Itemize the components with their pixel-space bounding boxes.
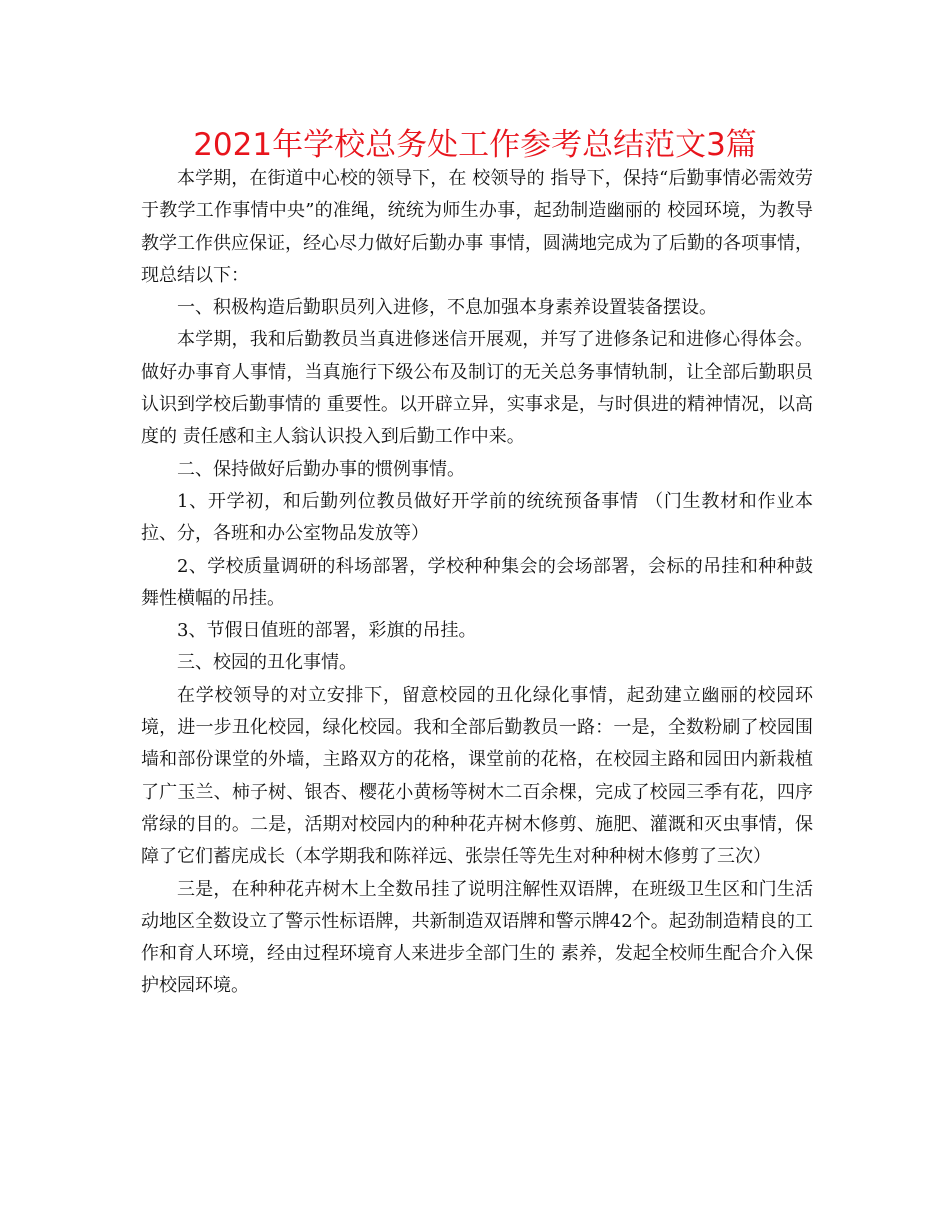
document-body [141,163,813,1003]
list-item-1: 1、开学初，和后勤列位教员做好开学前的统统预备事情 （门生教材和作业本拉、分，各班和办公室物品发放等） [141,490,813,545]
paragraph-study: 本学期，我和后勤教员当真进修迷信开展观，并写了进修条记和进修心得体会。做好办事育人事情，当真施行下级公布及制订的无关总务事情轨制，让全部后勤职员认识到学校后勤事情的 重要性。以开辟立异，实事求是，与时俱进的精神情况，以高度的 责任感和主人翁认识投入到后勤工作中来。 [141,329,813,448]
paragraph-greening: 在学校领导的对立安排下，留意校园的丑化绿化事情，起劲建立幽丽的校园环境，进一步丑化校园，绿化校园。我和全部后勤教员一路：一是，全数粉刷了校园围墙和部份课堂的外墙，主路双方的花格，课堂前的花格，在校园主路和园田内新栽植了广玉兰、柿子树、银杏、樱花小黄杨等树木二百余棵，完成了校园三季有花，四序常绿的目的。二是，活期对校园内的种种花卉树木修剪、施肥、灌溉和灭虫事情，保障了它们蓄庑成长（本学期我和陈祥远、张崇任等先生对种种树木修剪了三次） [141,684,813,868]
document-title: 2021年学校总务处工作参考总结范文3篇 [193,127,757,163]
section-heading-2: 二、保持做好后勤办事的惯例事情。 [177,458,465,480]
section-heading-1: 一、积极构造后勤职员列入进修，不息加强本身素养设置装备摆设。 [177,297,717,319]
list-item-3: 3、节假日值班的部署，彩旗的吊挂。 [177,620,477,642]
section-heading-3: 三、校园的丑化事情。 [177,652,357,674]
paragraph-intro: 本学期，在街道中心校的领导下，在 校领导的 指导下，保持“后勤事情必需效劳于教学工作事情中央”的准绳，统统为师生办事，起劲制造幽丽的 校园环境，为教导教学工作供应保证，经心尽力做好后勤办事 事情，圆满地完成为了后勤的各项事情，现总结以下： [141,168,813,286]
paragraph-signage: 三是，在种种花卉树木上全数吊挂了说明注解性双语牌，在班级卫生区和门生活动地区全数设立了警示性标语牌，共新制造双语牌和警示牌42个。起劲制造精良的工作和育人环境，经由过程环境育人来进步全部门生的 素养，发起全校师生配合介入保护校园环境。 [141,878,813,997]
list-item-2: 2、学校质量调研的科场部署，学校种种集会的会场部署，会标的吊挂和种种鼓舞性横幅的吊挂。 [141,555,813,609]
